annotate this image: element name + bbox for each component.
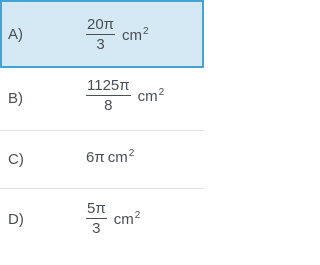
answer-option-d[interactable]	[0, 189, 204, 265]
fraction-numerator: 1125π	[87, 77, 130, 94]
fraction	[86, 201, 107, 236]
fraction-numerator: 5π	[87, 200, 106, 217]
unit-text: cm	[137, 87, 158, 105]
fraction	[86, 17, 115, 52]
answer-expression	[86, 201, 140, 236]
fraction	[86, 78, 131, 113]
unit-text: cm	[122, 26, 143, 44]
answer-value: 6π	[86, 148, 105, 166]
unit-label	[114, 210, 141, 228]
unit-label	[122, 26, 149, 44]
unit-exponent: 2	[143, 25, 149, 37]
option-letter: A)	[8, 26, 23, 43]
option-letter: B)	[8, 90, 23, 107]
answer-option-b[interactable]	[0, 68, 204, 131]
fraction-numerator: 20π	[87, 16, 115, 33]
answer-expression	[86, 17, 149, 52]
answer-expression	[86, 148, 134, 166]
fraction-denominator: 3	[92, 220, 101, 237]
unit-text: cm	[113, 210, 134, 228]
answer-option-c[interactable]	[0, 131, 204, 189]
fraction-denominator: 3	[96, 36, 105, 53]
unit-exponent: 2	[134, 209, 141, 221]
unit-label	[108, 148, 135, 166]
fraction-denominator: 8	[104, 97, 113, 114]
answer-option-a[interactable]	[0, 0, 204, 68]
unit-text: cm	[107, 149, 128, 166]
unit-exponent: 2	[128, 148, 135, 159]
option-letter: D)	[8, 211, 24, 228]
unit-label	[138, 87, 165, 105]
answer-expression	[86, 78, 164, 113]
unit-exponent: 2	[158, 86, 165, 98]
option-letter: C)	[8, 151, 24, 168]
